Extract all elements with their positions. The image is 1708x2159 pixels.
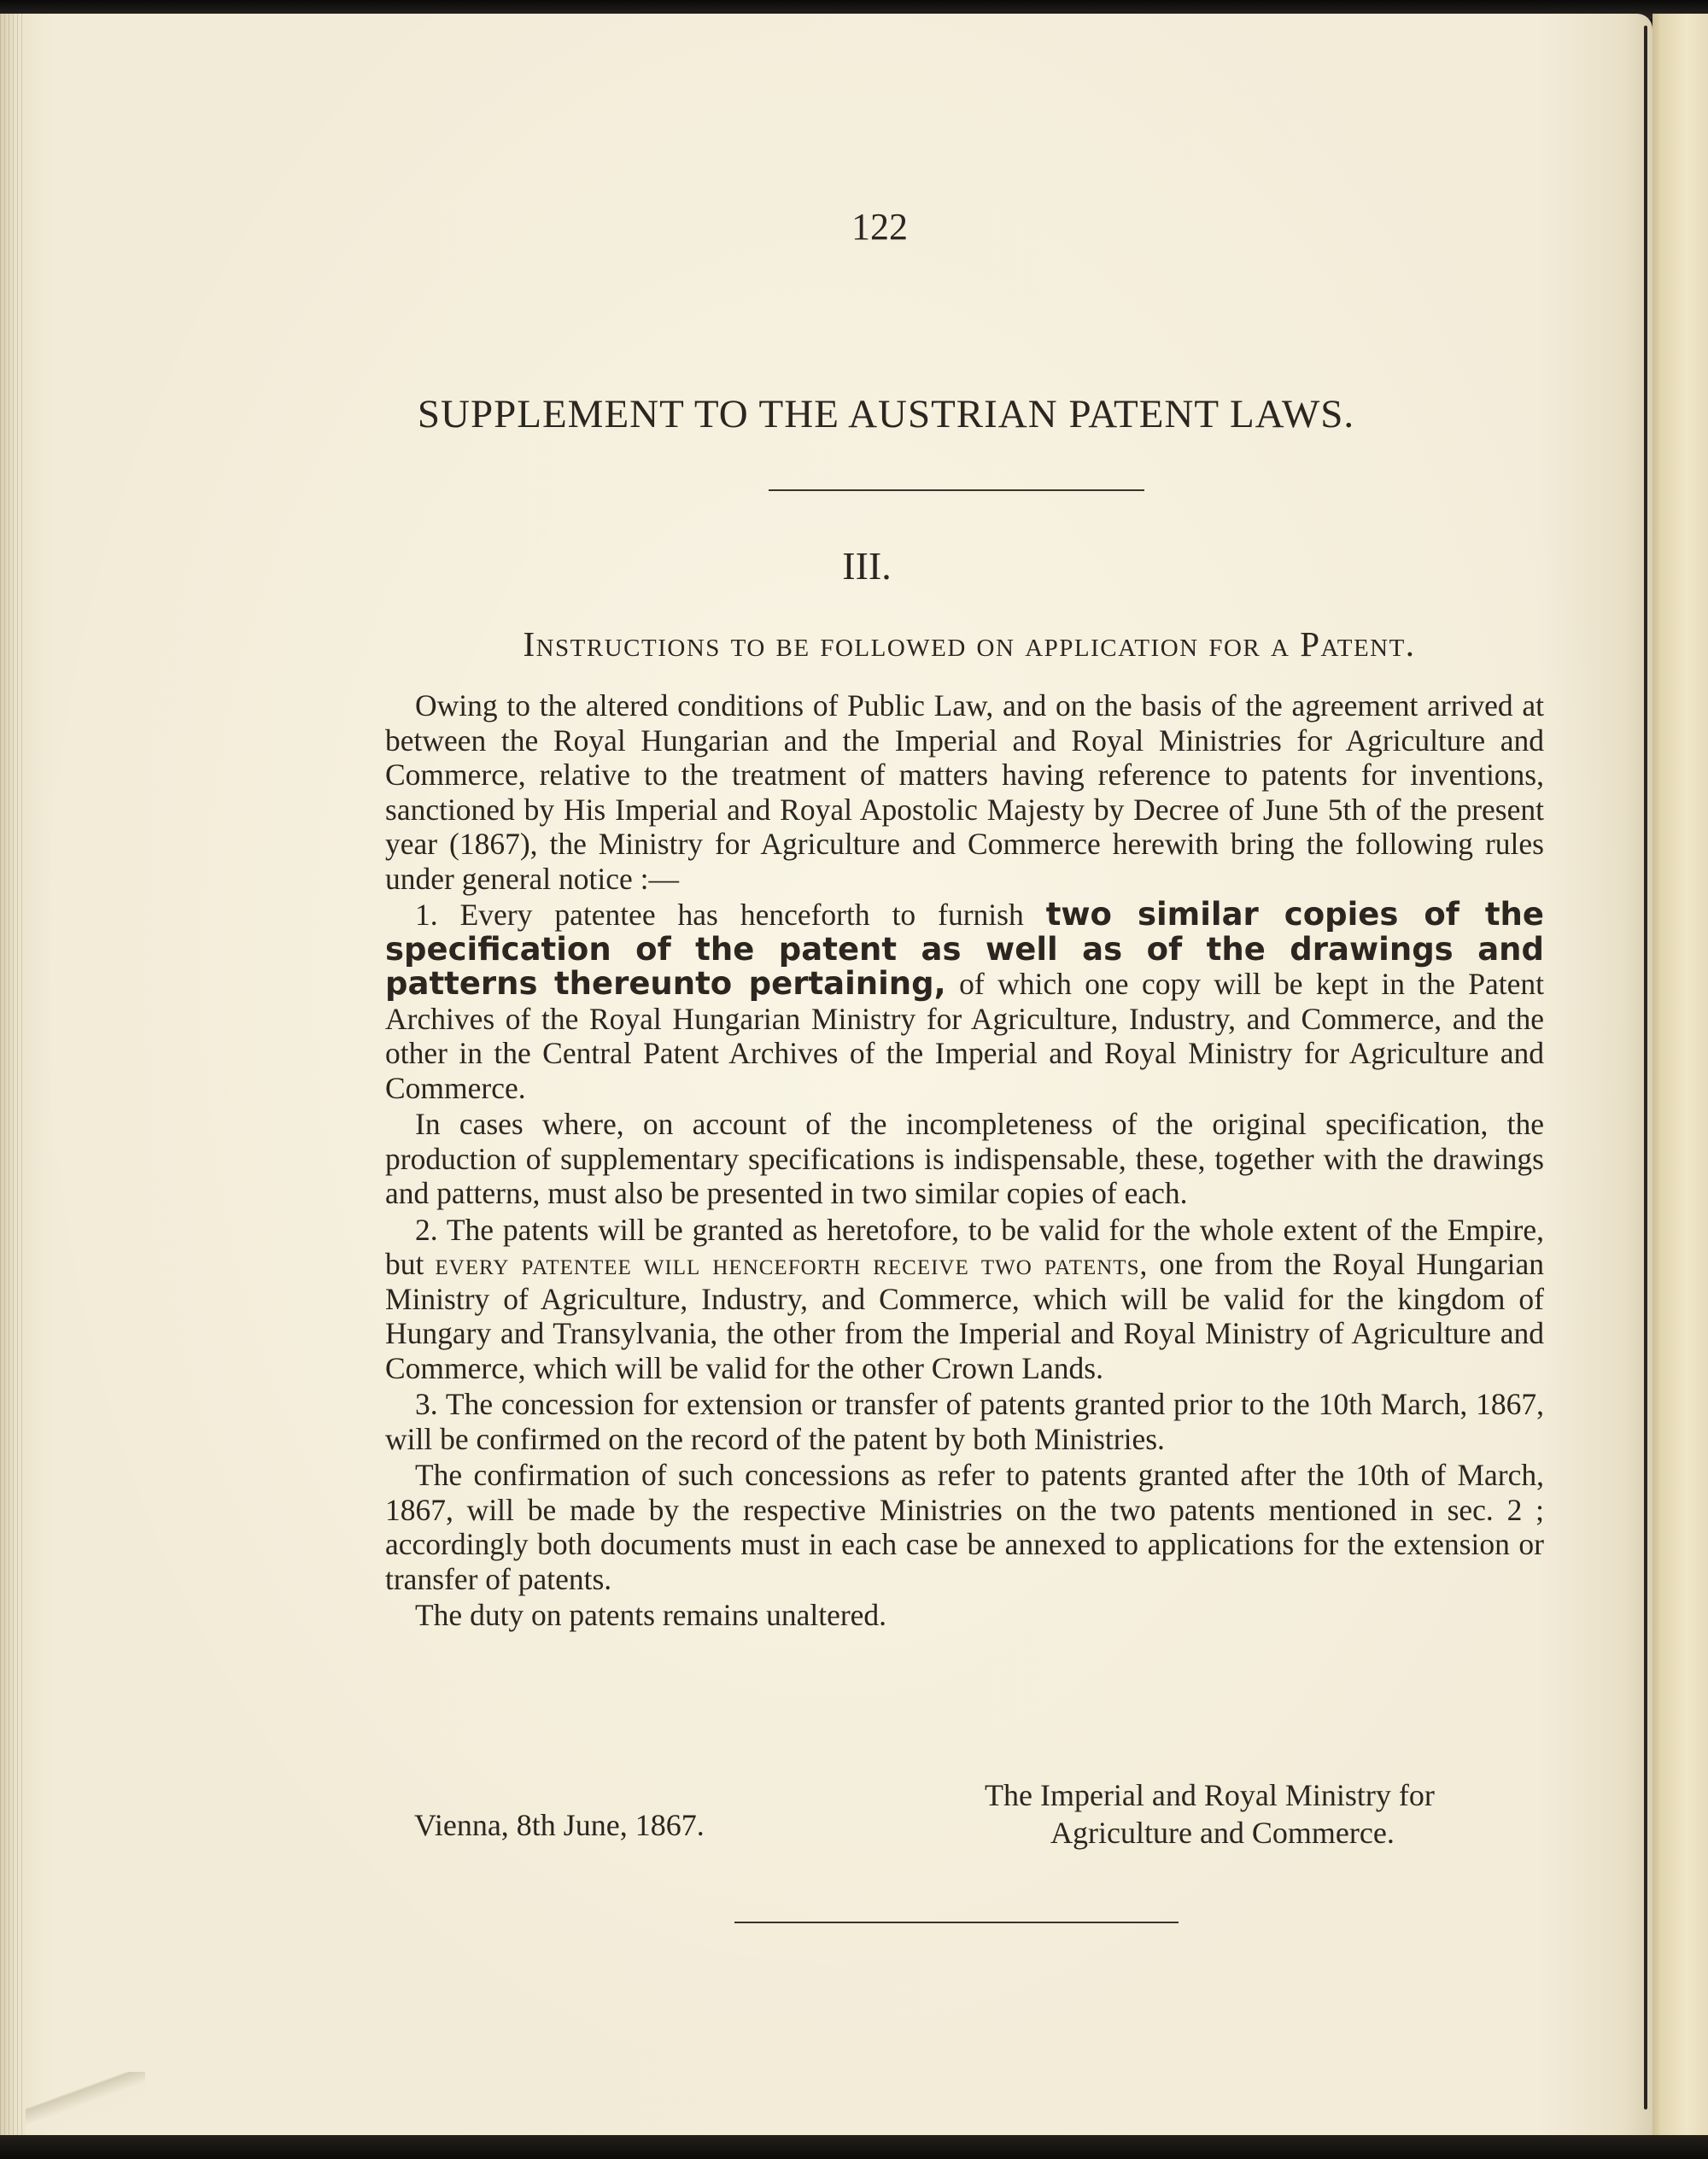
page-title: SUPPLEMENT TO THE AUSTRIAN PATENT LAWS. <box>417 392 1355 436</box>
rule-2-paragraph <box>385 1213 1544 1386</box>
rule-2-emphasis: every patentee will henceforth receive two patents, <box>435 1247 1149 1281</box>
rule-3-continuation: The confirmation of such concessions as refer to patents granted after the 10th of March, 1867, will be made by the respective Ministries on the two patents mentioned in sec. 2 ; accordingly both documents must in each case be annexed to applications for the extension or transfer of patents. <box>385 1458 1544 1596</box>
page-edge-shadow <box>1644 26 1647 2109</box>
page-number: 122 <box>851 206 908 248</box>
signature-line-1: The Imperial and Royal Ministry for <box>985 1778 1435 1812</box>
rule-1-end: of which one copy will be kept in the Patent Archives of the Royal Hungarian Ministry for Agriculture, Industry, and Commerce, and the other in the Central Patent Archives of the Imperial and Royal Ministry for Agriculture and Commerce. <box>385 967 1544 1105</box>
duty-paragraph: The duty on patents remains unaltered. <box>415 1598 887 1632</box>
bottom-book-edge <box>0 2135 1708 2159</box>
section-number: III. <box>842 544 892 588</box>
rule-1-start: 1. Every patentee has henceforth to furnish <box>415 898 1046 932</box>
next-page-edge <box>1652 14 1708 2140</box>
rule-1-emphasis: two similar copies of the specification of the patent as well as of the drawings and patterns thereunto pertaining, <box>385 896 1544 1002</box>
document-body <box>385 688 1544 1633</box>
signature-line-2: Agriculture and Commerce. <box>1050 1816 1395 1850</box>
rule-3-paragraph: 3. The concession for extension or transfer of patents granted prior to the 10th March, 1867, will be confirmed on the record of the patent by both Ministries. <box>385 1387 1544 1456</box>
section-heading: Instructions to be followed on application for a Patent. <box>523 624 1416 664</box>
page-gutter <box>0 14 26 2140</box>
title-divider <box>769 489 1144 491</box>
signature-block <box>982 1776 1537 1852</box>
intro-paragraph: Owing to the altered conditions of Public Law, and on the basis of the agreement arrived at between the Royal Hungarian and the Imperial and Royal Ministries for Agriculture and Commerce, relative to the treatment of matters having reference to patents for inventions, sanctioned by His Imperial and Royal Apostolic Majesty by Decree of June 5th of the present year (1867), the Ministry for Agriculture and Commerce herewith bring the following rules under general notice :— <box>385 688 1544 896</box>
closing-divider <box>734 1922 1179 1923</box>
rule-2-end: one from the Royal Hungarian Ministry of Agriculture, Industry, and Commerce, which will be valid for the kingdom of Hungary and Transylvania, the other from the Imperial and Royal Ministry of Agriculture and Commerce, which will be valid for the other Crown Lands. <box>385 1247 1544 1385</box>
rule-1-paragraph <box>385 898 1544 1105</box>
rule-1-continuation: In cases where, on account of the incompleteness of the original specification, the production of supplementary specifications is indispensable, these, together with the drawings and patterns, must also be presented in two similar copies of each. <box>385 1107 1544 1210</box>
place-and-date: Vienna, 8th June, 1867. <box>414 1808 705 1842</box>
rule-2-start: 2. The patents will be granted as heretofore, to be valid for the whole extent of the Empire, but <box>385 1212 1544 1281</box>
